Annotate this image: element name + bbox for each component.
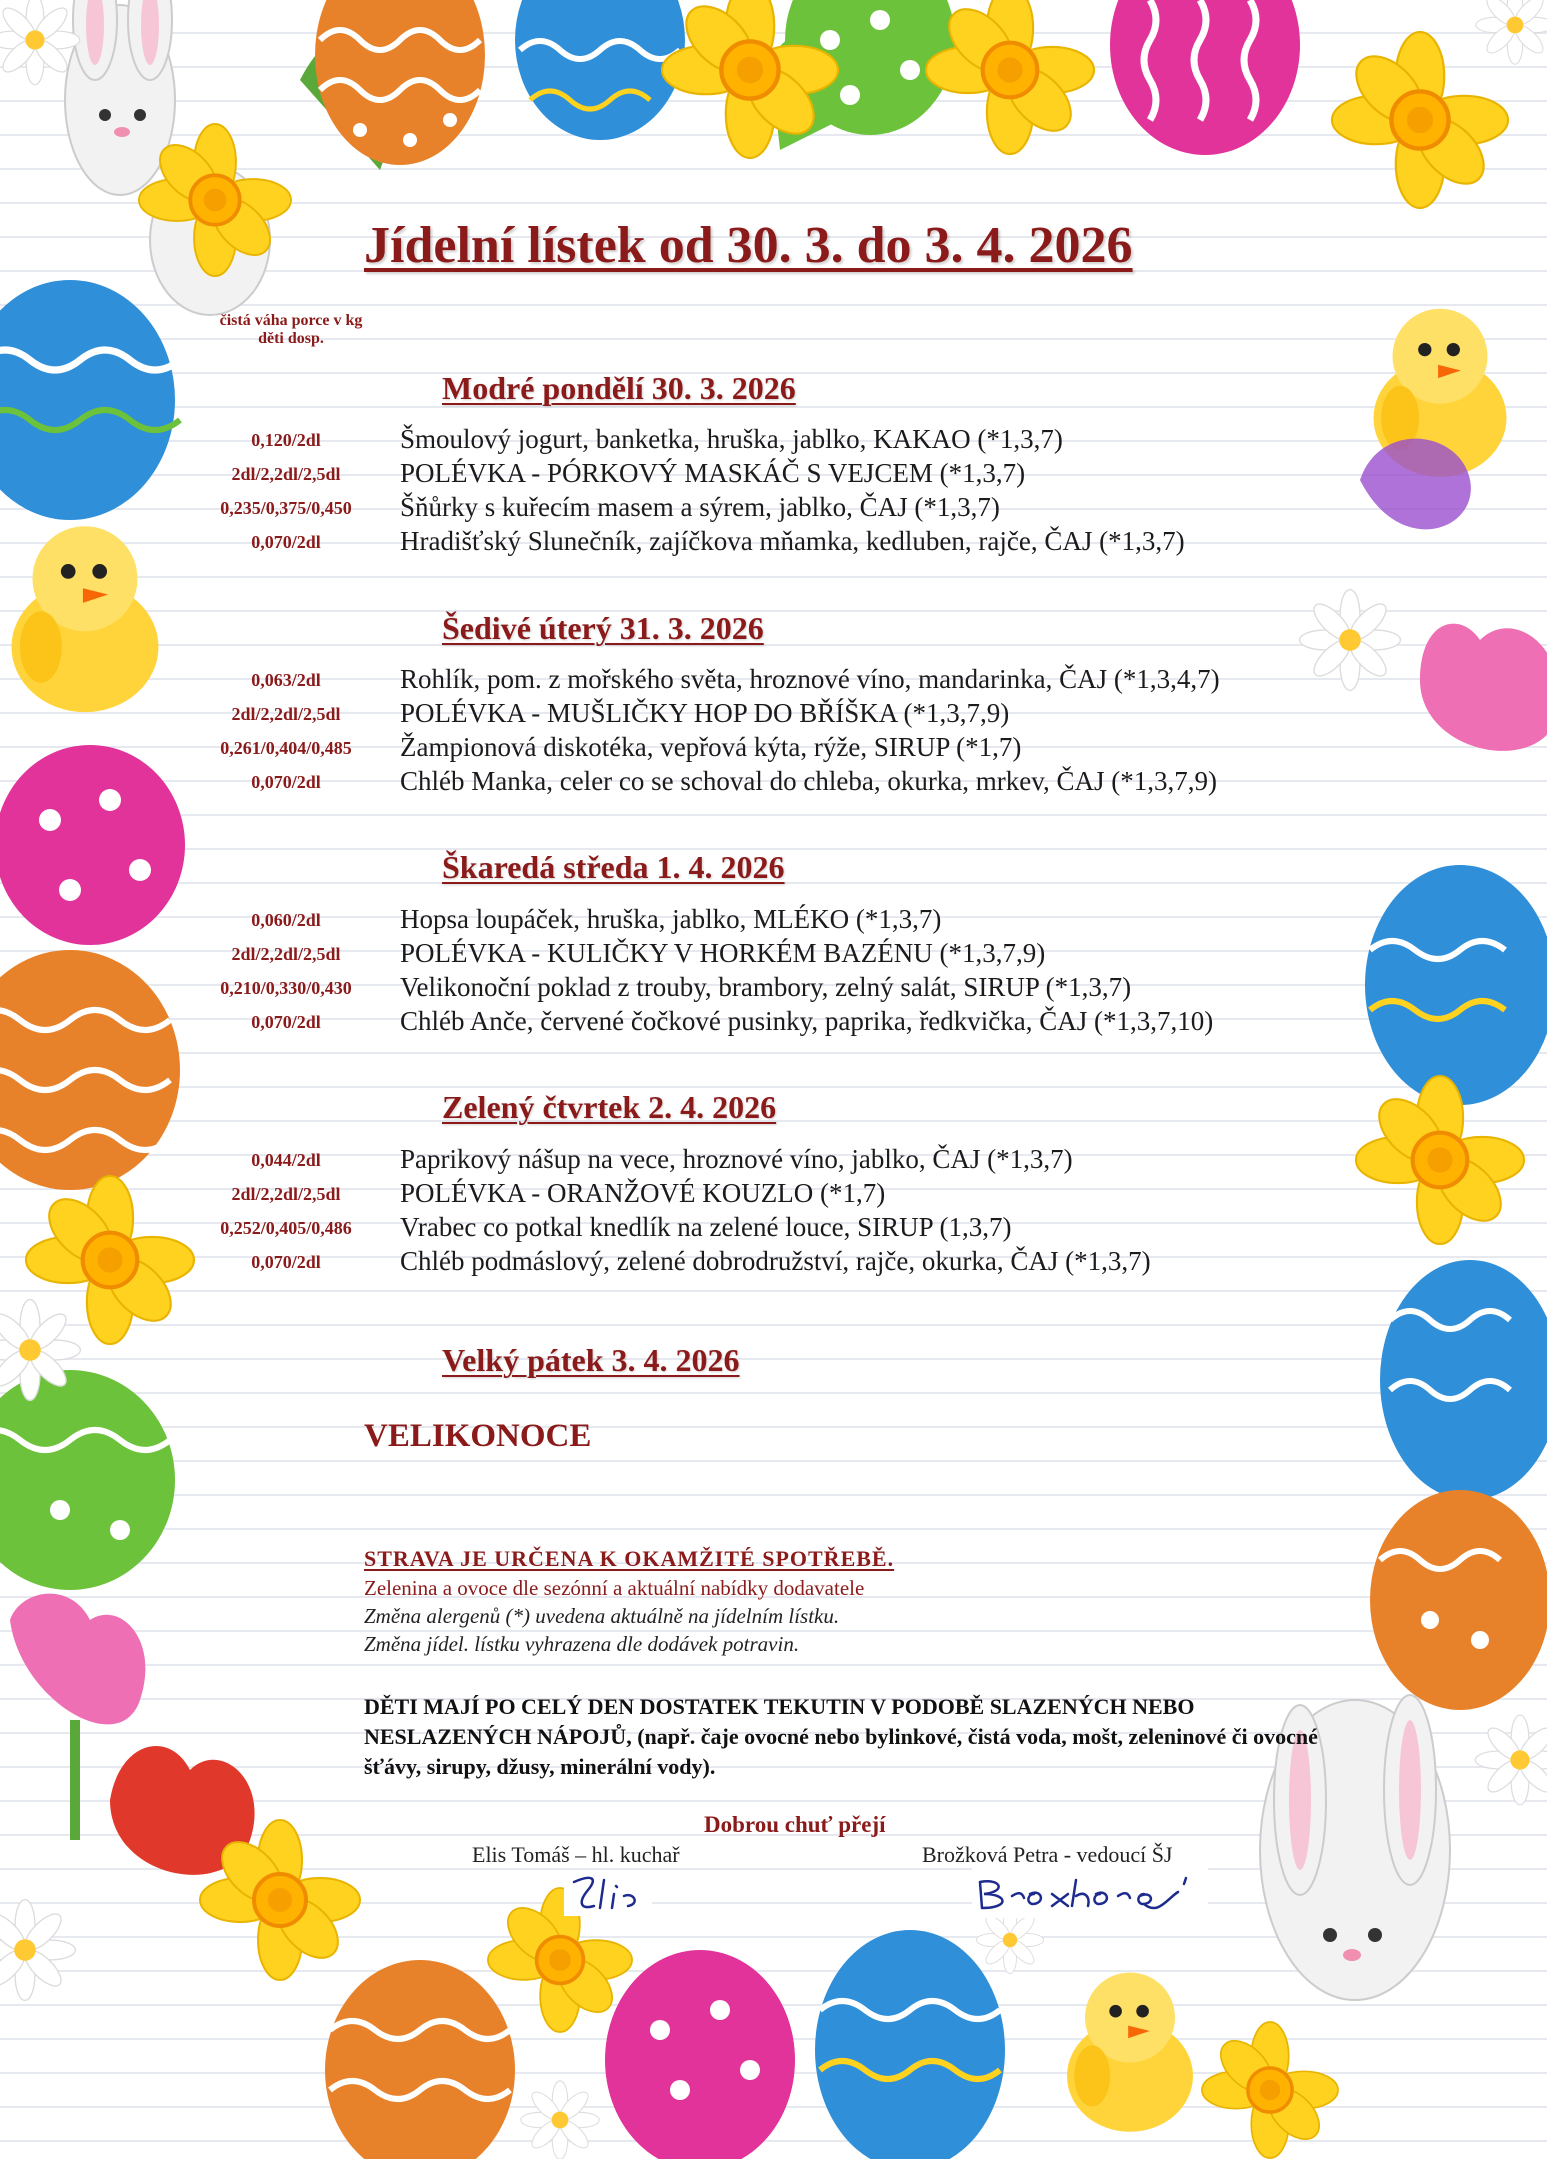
portion-weight: 0,120/2dl — [251, 430, 321, 450]
portion-weight: 0,060/2dl — [251, 910, 321, 930]
portion-weight: 2dl/2,2dl/2,5dl — [231, 944, 341, 964]
portion-weight: 0,210/0,330/0,430 — [220, 978, 352, 998]
portion-weight: 0,070/2dl — [251, 532, 321, 552]
meal-item: POLÉVKA - KULIČKY V HORKÉM BAZÉNU (*1,3,7,9) — [400, 938, 1046, 968]
note-vegetables: Zelenina a ovoce dle sezónní a aktuální nabídky dodavatele — [364, 1576, 865, 1600]
meal-item: Vrabec co potkal knedlík na zelené louce, SIRUP (1,3,7) — [400, 1212, 1012, 1242]
meal-item: Chléb Anče, červené čočkové pusinky, paprika, ředkvička, ČAJ (*1,3,7,10) — [400, 1006, 1214, 1036]
page-title: Jídelní lístek od 30. 3. do 3. 4. 2026 — [364, 217, 1133, 274]
drinks-info: DĚTI MAJÍ PO CELÝ DEN DOSTATEK TEKUTIN V PODOBĚ SLAZENÝCH NEBO NESLAZENÝCH NÁPOJŮ, (např. čaje ovocné nebo bylinkové, čistá voda, mošt, zeleninové či ovocné šťávy, sirupy, džusy, minerální vody). — [364, 1694, 1318, 1779]
signature-name-chef: Elis Tomáš – hl. kuchař — [472, 1842, 680, 1867]
portion-weight-header — [196, 312, 386, 348]
meal-item: Hradišťský Slunečník, zajíčkova mňamka, kedluben, rajče, ČAJ (*1,3,7) — [400, 526, 1185, 556]
portion-weight: 2dl/2,2dl/2,5dl — [231, 704, 341, 724]
portion-weight-header-line1: čistá váha porce v kg — [219, 312, 363, 329]
meal-item: Šňůrky s kuřecím masem a sýrem, jablko, ČAJ (*1,3,7) — [400, 492, 1000, 522]
holiday-label: VELIKONOCE — [364, 1418, 592, 1454]
meal-item: Rohlík, pom. z mořského světa, hroznové víno, mandarinka, ČAJ (*1,3,4,7) — [400, 664, 1220, 694]
note-allergens: Změna alergenů (*) uvedena aktuálně na jídelním lístku. — [364, 1604, 840, 1628]
portion-weight: 0,070/2dl — [251, 772, 321, 792]
meal-item: POLÉVKA - PÓRKOVÝ MASKÁČ S VEJCEM (*1,3,7) — [400, 458, 1026, 488]
meal-item: Chléb podmáslový, zelené dobrodružství, rajče, okurka, ČAJ (*1,3,7) — [400, 1246, 1151, 1276]
greeting: Dobrou chuť přejí — [704, 1812, 886, 1837]
signature-chef-image — [564, 1870, 652, 1916]
portion-weight: 2dl/2,2dl/2,5dl — [231, 1184, 341, 1204]
portion-weight: 0,063/2dl — [251, 670, 321, 690]
meal-item: Velikonoční poklad z trouby, brambory, zelný salát, SIRUP (*1,3,7) — [400, 972, 1132, 1002]
signature-manager-image — [972, 1868, 1208, 1918]
portion-weight: 0,252/0,405/0,486 — [220, 1218, 352, 1238]
meal-item: Chléb Manka, celer co se schoval do chleba, okurka, mrkev, ČAJ (*1,3,7,9) — [400, 766, 1218, 796]
portion-weight-header-line2: děti dosp. — [258, 330, 324, 347]
consumption-notice: STRAVA JE URČENA K OKAMŽITÉ SPOTŘEBĚ. — [364, 1546, 895, 1571]
signature-name-manager: Brožková Petra - vedoucí ŠJ — [922, 1842, 1173, 1867]
meal-item: Hopsa loupáček, hruška, jablko, MLÉKO (*1,3,7) — [400, 904, 942, 934]
day-heading-wednesday: Škaredá středa 1. 4. 2026 — [442, 849, 785, 885]
day-heading-thursday: Zelený čtvrtek 2. 4. 2026 — [442, 1089, 777, 1125]
meal-item: Žampionová diskotéka, vepřová kýta, rýže, SIRUP (*1,7) — [400, 732, 1022, 762]
portion-weight: 2dl/2,2dl/2,5dl — [231, 464, 341, 484]
portion-weight: 0,235/0,375/0,450 — [220, 498, 352, 518]
portion-weight: 0,261/0,404/0,485 — [220, 738, 352, 758]
meal-item: POLÉVKA - MUŠLIČKY HOP DO BŘÍŠKA (*1,3,7,9) — [400, 698, 1010, 728]
portion-weight: 0,044/2dl — [251, 1150, 321, 1170]
meal-item: Šmoulový jogurt, banketka, hruška, jablko, KAKAO (*1,3,7) — [400, 424, 1063, 454]
meal-item: Paprikový nášup na vece, hroznové víno, jablko, ČAJ (*1,3,7) — [400, 1144, 1073, 1174]
portion-weight: 0,070/2dl — [251, 1252, 321, 1272]
meal-item: POLÉVKA - ORANŽOVÉ KOUZLO (*1,7) — [400, 1178, 886, 1208]
note-menu-changes: Změna jídel. lístku vyhrazena dle dodávek potravin. — [364, 1632, 800, 1656]
day-heading-tuesday: Šedivé úterý 31. 3. 2026 — [442, 610, 764, 646]
portion-weight: 0,070/2dl — [251, 1012, 321, 1032]
day-heading-monday: Modré pondělí 30. 3. 2026 — [442, 370, 796, 406]
day-heading-friday: Velký pátek 3. 4. 2026 — [442, 1342, 740, 1378]
